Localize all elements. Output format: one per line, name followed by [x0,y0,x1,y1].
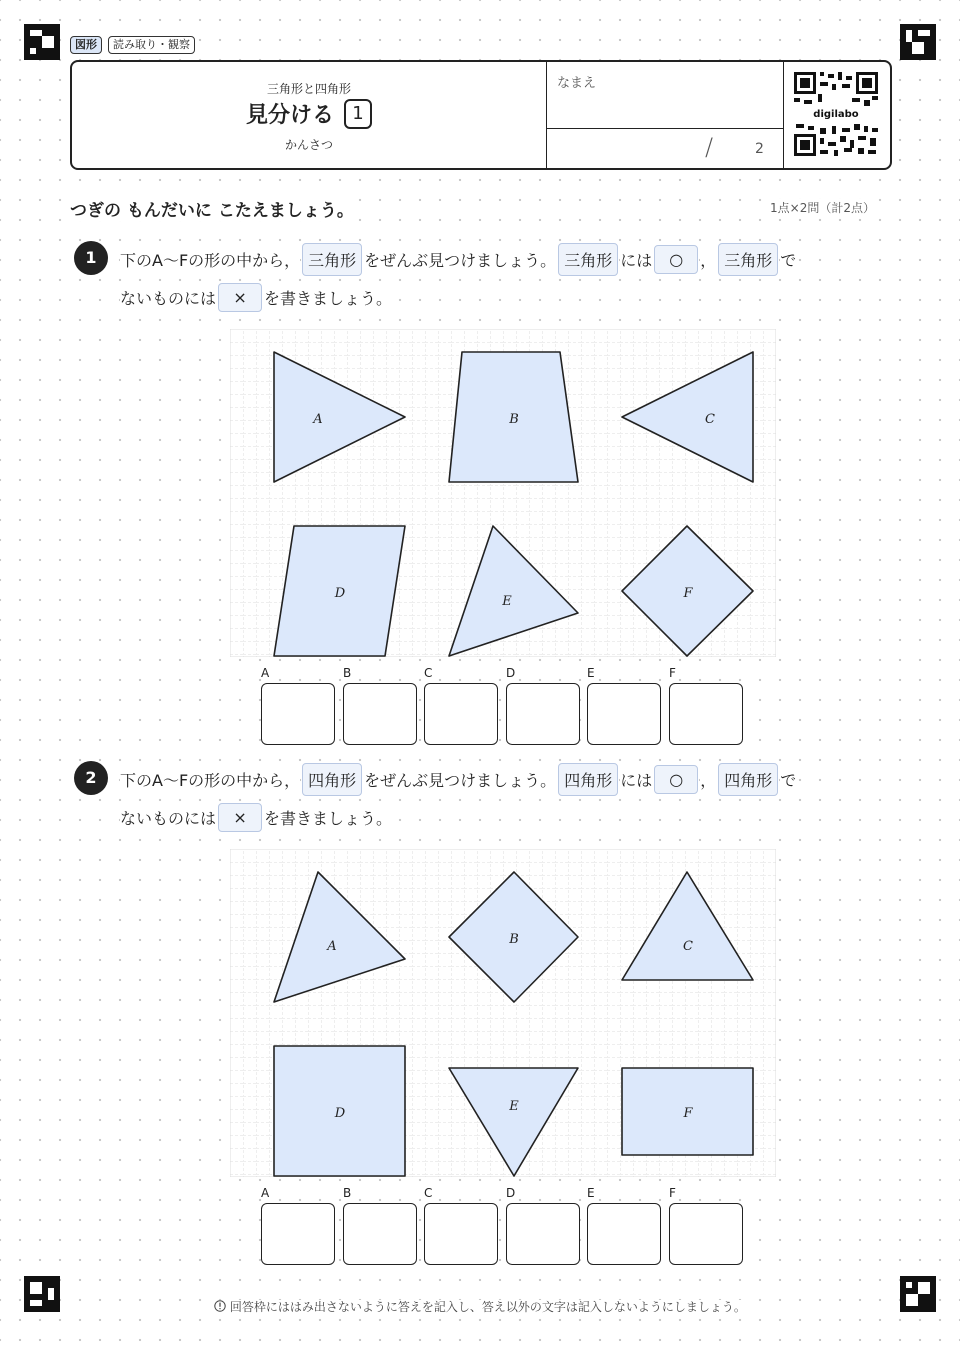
q2-answer-label-e: E [587,1186,595,1200]
q2-shape-label-a: A [327,939,337,954]
footer-note [0,1298,960,1315]
q1-text-ha: には [620,246,652,273]
question-1-line-2 [120,283,392,312]
q1-text-mid: をぜんぶ見つけましょう。 [364,246,556,273]
score-slash: / [705,133,714,161]
q2-target-box-3: 四角形 [718,763,778,796]
q2-text-line2: ないものには [120,804,216,831]
q2-comma: ， [700,766,716,793]
q2-answer-label-f: F [669,1186,676,1200]
q1-text-de: で [780,246,796,273]
q2-answer-label-b: B [343,1186,352,1200]
footer-text: 回答枠にははみ出さないように答えを記入し、答え以外の文字は記入しないようにしましょう。 [229,1300,746,1314]
q1-target-box-2: 三角形 [558,243,618,276]
q2-shape-figure [230,849,776,1177]
q1-answer-label-a: A [261,666,270,680]
name-score-block [546,62,784,168]
question-2-line-2 [120,803,392,832]
category-tags [70,36,195,54]
q1-answer-label-f: F [669,666,676,680]
title-reading: かんさつ [284,138,333,152]
q2-answer-label-a: A [261,1186,270,1200]
question-1-line-1 [120,243,796,276]
name-label: なまえ [557,76,597,91]
info-icon [214,1300,226,1312]
tag-figure: 図形 [70,36,102,54]
q1-text-line2: ないものには [120,284,216,311]
q1-answer-box-e[interactable] [587,683,661,745]
qr-code-icon [792,70,880,158]
q2-answer-box-b[interactable] [343,1203,417,1265]
q2-answer-box-c[interactable] [424,1203,498,1265]
q2-shape-label-b: B [509,932,519,947]
q1-target-box: 三角形 [302,243,362,276]
corner-marker-top-right [900,24,936,60]
q2-text-pre: 下のA〜Fの形の中から， [120,766,300,793]
q1-answer-label-b: B [343,666,352,680]
q1-answer-label-c: C [424,666,433,680]
q2-answer-box-e[interactable] [587,1203,661,1265]
q1-shape-label-d: D [334,586,346,601]
question-number-2: 2 [74,761,108,795]
q1-answer-box-d[interactable] [506,683,580,745]
q1-answer-box-b[interactable] [343,683,417,745]
q2-text-end: を書きましょう。 [264,804,392,831]
q1-circle-symbol: ○ [654,245,698,274]
q1-text-end: を書きましょう。 [264,284,392,311]
q1-answer-box-c[interactable] [424,683,498,745]
q2-shape-label-f: F [683,1106,693,1121]
q2-circle-symbol: ○ [654,765,698,794]
score-area [547,128,783,169]
instruction-text: つぎの もんだいに こたえましょう。 [70,196,354,221]
q2-target-box: 四角形 [302,763,362,796]
q2-shape-label-e: E [509,1099,519,1114]
q1-shape-label-e: E [502,594,512,609]
q1-shape-label-f: F [683,586,693,601]
unit-subtitle: 三角形と四角形 [266,82,351,96]
q2-answer-box-d[interactable] [506,1203,580,1265]
title-text: 見分ける [245,103,334,128]
points-info: 1点×2問（計2点） [770,201,875,215]
q1-target-box-3: 三角形 [718,243,778,276]
q1-shape-label-b: B [509,412,519,427]
q2-text-ha: には [620,766,652,793]
q1-answer-box-a[interactable] [261,683,335,745]
corner-marker-top-left [24,24,60,60]
q1-cross-symbol: × [218,283,262,312]
q2-text-mid: をぜんぶ見つけましょう。 [364,766,556,793]
question-2-line-1 [120,763,796,796]
q2-answer-box-f[interactable] [669,1203,743,1265]
title-block [72,62,546,168]
title-number: 1 [344,99,372,129]
q1-shape-figure [230,329,776,657]
q1-shape-label-a: A [313,412,323,427]
q2-answer-label-c: C [424,1186,433,1200]
q1-text-pre: 下のA〜Fの形の中から， [120,246,300,273]
q1-answer-label-e: E [587,666,595,680]
q2-target-box-2: 四角形 [558,763,618,796]
q2-text-de: で [780,766,796,793]
q1-shape-label-c: C [705,412,715,427]
page-title [72,98,546,129]
q1-comma: ， [700,246,716,273]
q1-answer-box-f[interactable] [669,683,743,745]
q2-answer-box-a[interactable] [261,1203,335,1265]
worksheet-header [70,60,892,170]
q2-answer-label-d: D [506,1186,516,1200]
q1-answer-label-d: D [506,666,516,680]
question-number-1: 1 [74,241,108,275]
qr-caption: digilabo [813,109,859,120]
q2-shape-label-d: D [334,1106,346,1121]
q2-cross-symbol: × [218,803,262,832]
score-total: 2 [755,141,764,157]
tag-skill: 読み取り・観察 [108,36,195,54]
q2-shape-label-c: C [683,939,693,954]
